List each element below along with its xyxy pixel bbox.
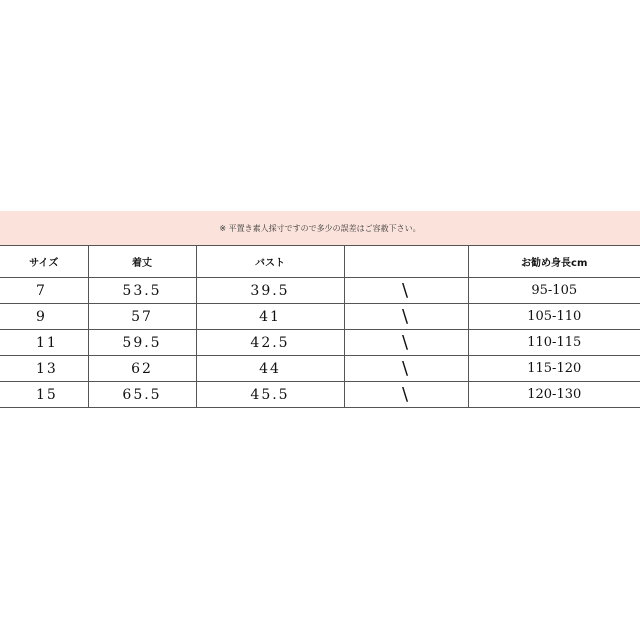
cell-bust: 39.5	[196, 278, 344, 304]
cell-size: 15	[0, 382, 88, 408]
cell-height: 115-120	[468, 356, 640, 382]
header-blank	[344, 246, 468, 278]
table-row	[0, 304, 640, 330]
table-row	[0, 356, 640, 382]
cell-length: 59.5	[88, 330, 196, 356]
cell-length: 53.5	[88, 278, 196, 304]
cell-height: 95-105	[468, 278, 640, 304]
cell-bust: 45.5	[196, 382, 344, 408]
table-header-row	[0, 246, 640, 278]
table-row	[0, 330, 640, 356]
header-length: 着丈	[88, 246, 196, 278]
cell-size: 7	[0, 278, 88, 304]
cell-size: 9	[0, 304, 88, 330]
header-recommended-height: お勧め身長cm	[468, 246, 640, 278]
cell-size: 11	[0, 330, 88, 356]
table-row	[0, 382, 640, 408]
cell-blank: \	[344, 356, 468, 382]
cell-blank: \	[344, 278, 468, 304]
table-row	[0, 278, 640, 304]
measurement-note-banner	[0, 211, 640, 245]
cell-height: 110-115	[468, 330, 640, 356]
cell-height: 105-110	[468, 304, 640, 330]
cell-height: 120-130	[468, 382, 640, 408]
cell-blank: \	[344, 382, 468, 408]
size-chart-table	[0, 245, 640, 408]
header-size: サイズ	[0, 246, 88, 278]
cell-size: 13	[0, 356, 88, 382]
cell-length: 57	[88, 304, 196, 330]
cell-blank: \	[344, 304, 468, 330]
measurement-note-text: ※ 平置き素人採寸ですので多少の誤差はご容赦下さい。	[219, 223, 421, 233]
header-bust: バスト	[196, 246, 344, 278]
cell-length: 65.5	[88, 382, 196, 408]
cell-bust: 44	[196, 356, 344, 382]
cell-length: 62	[88, 356, 196, 382]
cell-blank: \	[344, 330, 468, 356]
cell-bust: 42.5	[196, 330, 344, 356]
cell-bust: 41	[196, 304, 344, 330]
